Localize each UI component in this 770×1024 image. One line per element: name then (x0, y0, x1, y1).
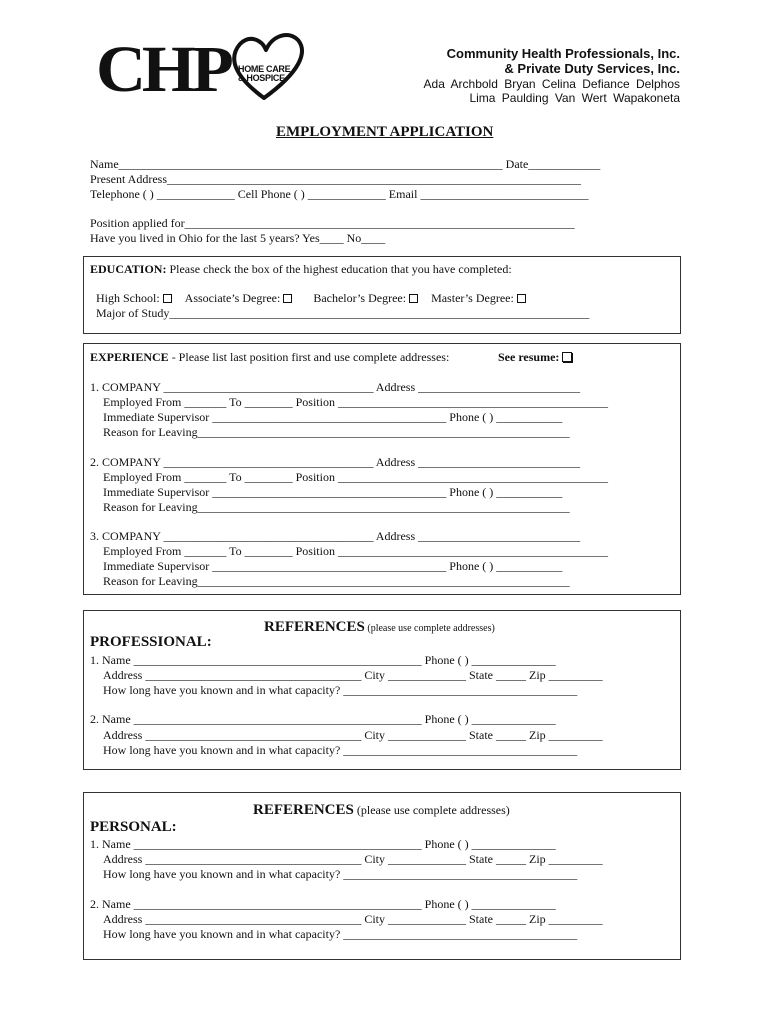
exp2-reason-field[interactable]: Reason for Leaving______________________________________________________________ (103, 500, 570, 514)
high-school-label: High School: (96, 291, 160, 305)
bachelors-checkbox[interactable] (409, 294, 418, 303)
education-heading: EDUCATION: (90, 262, 167, 276)
pers-ref-heading-line (253, 802, 510, 819)
name-date-field[interactable]: Name________________________________________________________________ Date____________ (90, 157, 601, 171)
exp1-reason-field[interactable]: Reason for Leaving______________________________________________________________ (103, 425, 570, 439)
company-block (424, 46, 680, 105)
masters-label: Master’s Degree: (431, 291, 514, 305)
logo-sub-hospice: & HOSPICE (238, 73, 285, 83)
professional-label: PROFESSIONAL: (90, 634, 212, 650)
see-resume-checkbox[interactable] (562, 352, 572, 362)
phone-email-field[interactable]: Telephone ( ) _____________ Cell Phone ( ) _____________ Email ____________________________ (90, 187, 589, 201)
experience-instruction: - Please list last position first and use complete addresses: (168, 350, 450, 364)
logo-sub-homecare: HOME CARE (238, 64, 291, 74)
education-options (96, 291, 526, 305)
prof1-howlong-field[interactable]: How long have you known and in what capacity? _______________________________________ (103, 683, 578, 697)
company-name-2: & Private Duty Services, Inc. (504, 61, 680, 76)
pers2-address-field[interactable]: Address ____________________________________ City _____________ State _____ Zip _________ (103, 912, 603, 926)
chp-logo (96, 33, 306, 108)
prof1-name-field[interactable]: 1. Name ________________________________________________ Phone ( ) ______________ (90, 653, 556, 667)
personal-label: PERSONAL: (90, 819, 177, 835)
prof2-address-field[interactable]: Address ____________________________________ City _____________ State _____ Zip _________ (103, 728, 603, 742)
masters-checkbox[interactable] (517, 294, 526, 303)
exp3-company-field[interactable]: 3. COMPANY ___________________________________ Address ___________________________ (90, 529, 581, 543)
logo-letters: CHP (96, 33, 230, 106)
prof2-howlong-field[interactable]: How long have you known and in what capacity? _______________________________________ (103, 743, 578, 757)
exp2-company-field[interactable]: 2. COMPANY ___________________________________ Address ___________________________ (90, 455, 581, 469)
page-title: EMPLOYMENT APPLICATION (276, 124, 494, 140)
experience-heading: EXPERIENCE (90, 350, 169, 364)
experience-heading-line (90, 350, 449, 364)
present-address-field[interactable]: Present Address_____________________________________________________________________ (90, 172, 581, 186)
exp2-supervisor-field[interactable]: Immediate Supervisor _______________________________________ Phone ( ) ___________ (103, 485, 563, 499)
pers2-howlong-field[interactable]: How long have you known and in what capacity? _______________________________________ (103, 927, 578, 941)
exp1-company-field[interactable]: 1. COMPANY ___________________________________ Address ___________________________ (90, 380, 581, 394)
exp2-employed-field[interactable]: Employed From _______ To ________ Position _____________________________________________ (103, 470, 608, 484)
towns-line-2: Lima Paulding Van Wert Wapakoneta (469, 91, 680, 105)
pers2-name-field[interactable]: 2. Name ________________________________________________ Phone ( ) ______________ (90, 897, 556, 911)
associates-checkbox[interactable] (283, 294, 292, 303)
prof-ref-note: (please use complete addresses) (364, 623, 495, 634)
exp3-employed-field[interactable]: Employed From _______ To ________ Position _____________________________________________ (103, 544, 608, 558)
pers1-howlong-field[interactable]: How long have you known and in what capacity? _______________________________________ (103, 867, 578, 881)
exp1-supervisor-field[interactable]: Immediate Supervisor _______________________________________ Phone ( ) ___________ (103, 410, 563, 424)
prof-ref-heading: REFERENCES (264, 619, 365, 635)
pers-ref-heading: REFERENCES (253, 802, 354, 818)
exp3-reason-field[interactable]: Reason for Leaving______________________________________________________________ (103, 574, 570, 588)
high-school-checkbox[interactable] (163, 294, 172, 303)
education-heading-line (90, 262, 512, 276)
major-field[interactable]: Major of Study______________________________________________________________________ (96, 306, 590, 320)
prof-ref-heading-line (264, 619, 495, 637)
pers1-name-field[interactable]: 1. Name ________________________________________________ Phone ( ) ______________ (90, 837, 556, 851)
education-instruction: Please check the box of the highest education that you have completed: (166, 262, 512, 276)
prof1-address-field[interactable]: Address ____________________________________ City _____________ State _____ Zip _________ (103, 668, 603, 682)
see-resume-label: See resume: (498, 350, 560, 364)
towns-line-1: Ada Archbold Bryan Celina Defiance Delphos (423, 77, 680, 91)
company-name-1: Community Health Professionals, Inc. (446, 46, 680, 61)
associates-label: Associate’s Degree: (184, 291, 281, 305)
pers1-address-field[interactable]: Address ____________________________________ City _____________ State _____ Zip _________ (103, 852, 603, 866)
see-resume (498, 350, 572, 364)
exp3-supervisor-field[interactable]: Immediate Supervisor _______________________________________ Phone ( ) ___________ (103, 559, 563, 573)
ohio-residency-field[interactable]: Have you lived in Ohio for the last 5 years? Yes____ No____ (90, 231, 386, 245)
prof2-name-field[interactable]: 2. Name ________________________________________________ Phone ( ) ______________ (90, 712, 556, 726)
exp1-employed-field[interactable]: Employed From _______ To ________ Position _____________________________________________ (103, 395, 608, 409)
position-applied-field[interactable]: Position applied for_________________________________________________________________ (90, 216, 575, 230)
bachelors-label: Bachelor’s Degree: (313, 291, 407, 305)
pers-ref-note: (please use complete addresses) (353, 803, 510, 817)
